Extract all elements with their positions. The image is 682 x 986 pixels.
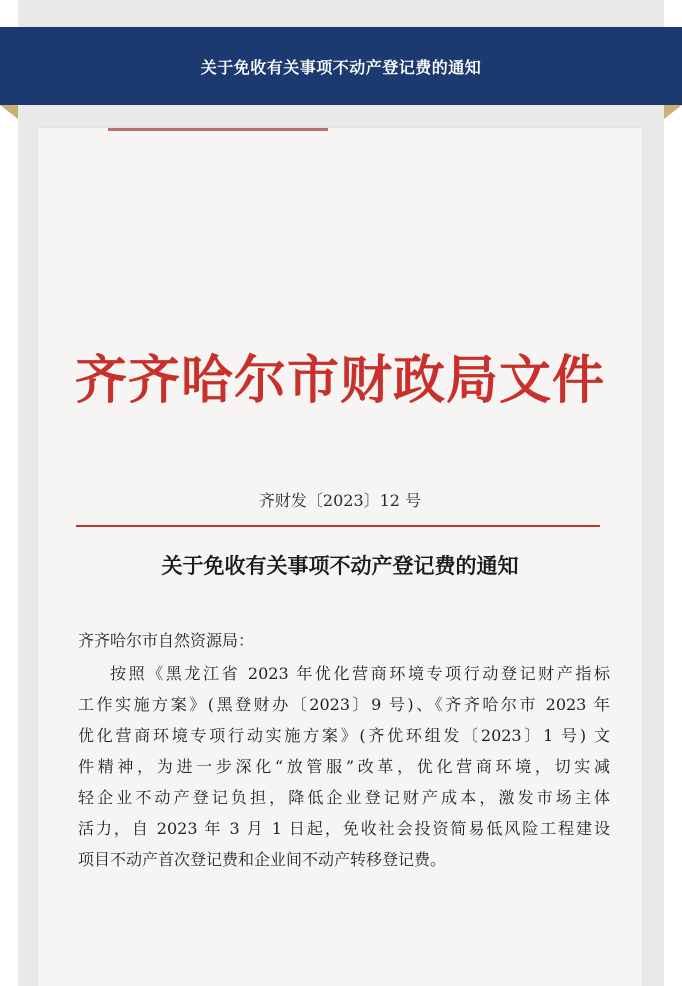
- body-line: 活力，自 2023 年 3 月 1 日起，免收社会投资简易低风险工程建设: [78, 819, 610, 838]
- document-scan: [38, 128, 642, 986]
- document-body: [78, 658, 610, 875]
- banner-fold-right: [664, 105, 682, 119]
- paper-top-edge: [108, 128, 328, 131]
- document-masthead: 齐齐哈尔市财政局文件: [74, 350, 605, 411]
- document-number: 齐财发〔2023〕12 号: [258, 491, 422, 510]
- addressee: 齐齐哈尔市自然资源局：: [78, 631, 255, 650]
- header-banner: [0, 27, 682, 105]
- body-line: 优化营商环境专项行动实施方案》(齐优环组发〔2023〕1 号) 文: [78, 726, 610, 745]
- body-line: 工作实施方案》(黑登财办〔2023〕9 号)、《齐齐哈尔市 2023 年: [78, 695, 610, 714]
- body-line: 轻企业不动产登记负担，降低企业登记财产成本，激发市场主体: [78, 788, 610, 807]
- notice-title: 关于免收有关事项不动产登记费的通知: [161, 553, 519, 578]
- red-divider-line: [76, 525, 600, 527]
- body-line: 按照《黑龙江省 2023 年优化营商环境专项行动登记财产指标: [110, 664, 610, 683]
- header-title: 关于免收有关事项不动产登记费的通知: [200, 57, 482, 77]
- body-line: 件精神，为进一步深化“放管服”改革，优化营商环境，切实减: [78, 757, 610, 776]
- body-line: 项目不动产首次登记费和企业间不动产转移登记费。: [78, 850, 447, 869]
- banner-fold-left: [0, 105, 18, 119]
